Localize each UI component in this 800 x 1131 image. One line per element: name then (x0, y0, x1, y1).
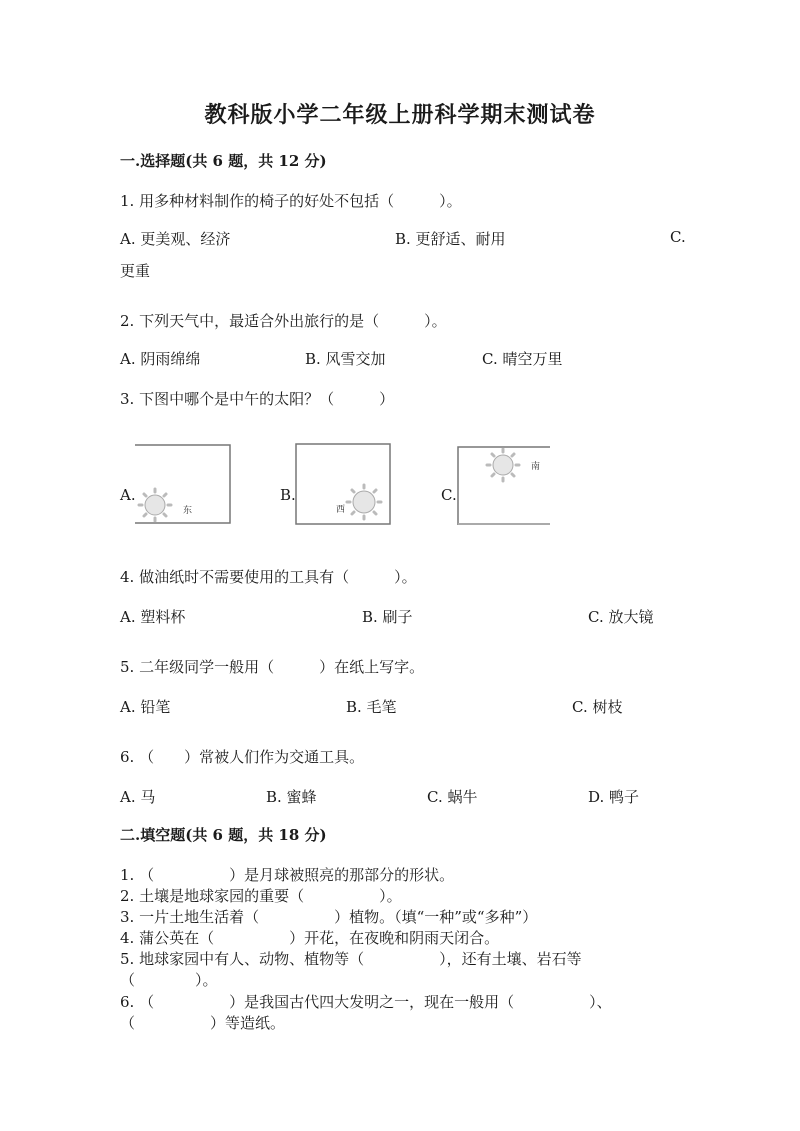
q4-option-c: C. 放大镜 (588, 608, 654, 626)
q3-option-b: B. (280, 486, 296, 504)
q2-option-b: B. 风雪交加 (305, 350, 386, 368)
direction-label-west: 西 (336, 505, 346, 515)
q3-option-c: C. (441, 486, 457, 504)
direction-label-south: 南 (531, 462, 541, 472)
question-4: 4. 做油纸时不需要使用的工具有（ ）。 (120, 568, 417, 586)
sun-diagram-c (456, 445, 552, 527)
q4-option-b: B. 刷子 (362, 608, 413, 626)
direction-label-east: 东 (183, 506, 193, 516)
page-title: 教科版小学二年级上册科学期末测试卷 (204, 102, 596, 128)
q6-option-a: A. 马 (120, 788, 156, 806)
question-2: 2. 下列天气中，最适合外出旅行的是（ ）。 (120, 312, 447, 330)
sun-icon (487, 449, 519, 481)
fill-line-5-cont: （ ）。 (120, 971, 218, 989)
q5-option-c: C. 树枝 (572, 698, 623, 716)
q1-option-c: C. (670, 228, 686, 246)
question-6: 6. （ ）常被人们作为交通工具。 (120, 748, 365, 766)
q3-option-a: A. (120, 486, 136, 504)
sun-diagram-a (133, 443, 233, 525)
q5-option-b: B. 毛笔 (346, 698, 397, 716)
section-heading-choice: 一.选择题(共 6 题，共 12 分) (120, 152, 327, 170)
fill-line-4: 4. 蒲公英在（ ）开花，在夜晚和阴雨天闭合。 (120, 929, 500, 947)
fill-line-1: 1. （ ）是月球被照亮的那部分的形状。 (120, 866, 455, 884)
q1-option-c-text: 更重 (120, 262, 151, 280)
sun-icon (347, 485, 381, 519)
q1-option-b: B. 更舒适、耐用 (395, 230, 506, 248)
sun-diagram-b (294, 442, 392, 526)
q5-option-a: A. 铅笔 (120, 698, 171, 716)
fill-line-6-cont: （ ）等造纸。 (120, 1014, 286, 1032)
q6-option-b: B. 蜜蜂 (266, 788, 317, 806)
section-heading-fill: 二.填空题(共 6 题，共 18 分) (120, 826, 327, 844)
q1-option-a: A. 更美观、经济 (120, 230, 231, 248)
sun-icon (139, 489, 171, 521)
question-5: 5. 二年级同学一般用（ ）在纸上写字。 (120, 658, 425, 676)
q6-option-d: D. 鸭子 (588, 788, 640, 806)
question-1: 1. 用多种材料制作的椅子的好处不包括（ ）。 (120, 192, 462, 210)
fill-line-6: 6. （ ）是我国古代四大发明之一，现在一般用（ ）、 (120, 993, 612, 1011)
q2-option-c: C. 晴空万里 (482, 350, 563, 368)
fill-line-3: 3. 一片土地生活着（ ）植物。（填“一种”或“多种”） (120, 908, 538, 926)
q6-option-c: C. 蜗牛 (427, 788, 478, 806)
fill-line-2: 2. 土壤是地球家园的重要（ ）。 (120, 887, 402, 905)
fill-line-5: 5. 地球家园中有人、动物、植物等（ ），还有土壤、岩石等 (120, 950, 582, 968)
q4-option-a: A. 塑料杯 (120, 608, 186, 626)
question-3: 3. 下图中哪个是中午的太阳？（ ） (120, 390, 395, 408)
q2-option-a: A. 阴雨绵绵 (120, 350, 201, 368)
